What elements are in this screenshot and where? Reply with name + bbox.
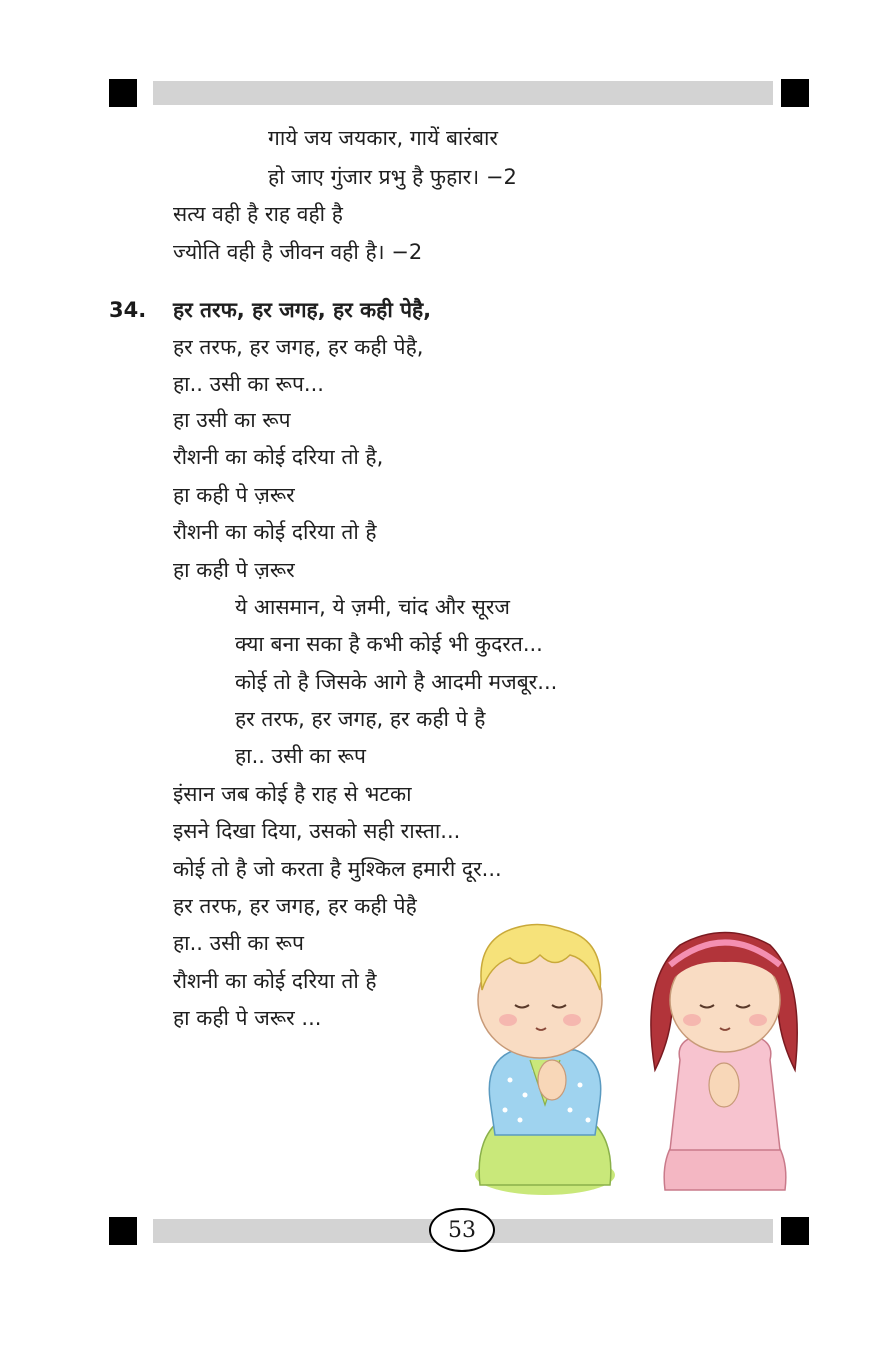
lyric-line: कोई तो है जिसके आगे है आदमी मजबूर... <box>235 670 558 694</box>
header-strip <box>153 81 773 105</box>
header-square-right <box>781 79 809 107</box>
praying-girl-figure <box>651 933 797 1191</box>
verse-line: ज्योति वही है जीवन वही है। −2 <box>173 240 423 264</box>
lyric-line: हा कही पे जरूर ... <box>173 1006 322 1030</box>
lyric-line: क्या बना सका है कभी कोई भी कुदरत... <box>235 632 543 656</box>
footer-bar <box>109 1217 809 1245</box>
page-number: 53 <box>429 1208 495 1252</box>
song-title: हर तरफ, हर जगह, हर कही पेहै, <box>173 298 432 322</box>
header-bar <box>109 79 809 107</box>
lyric-line: ये आसमान, ये ज़मी, चांद और सूरज <box>235 595 511 619</box>
lyric-line: हा.. उसी का रूप <box>173 931 304 955</box>
song-number: 34. <box>109 298 147 322</box>
lyric-line: हर तरफ, हर जगह, हर कही पे है <box>235 707 486 731</box>
lyric-line: हा.. उसी का रूप <box>235 744 366 768</box>
lyric-line: इंसान जब कोई है राह से भटका <box>173 782 412 806</box>
lyric-line: हा उसी का रूप <box>173 408 291 432</box>
lyric-line: रौशनी का कोई दरिया तो है, <box>173 445 384 469</box>
lyric-line: हर तरफ, हर जगह, हर कही पेहै <box>173 894 417 918</box>
lyric-line: कोई तो है जो करता है मुश्किल हमारी दूर... <box>173 857 502 881</box>
lyric-line: हा कही पे ज़रूर <box>173 558 295 582</box>
footer-square-left <box>109 1217 137 1245</box>
lyric-line: इसने दिखा दिया, उसको सही रास्ता... <box>173 819 461 843</box>
header-square-left <box>109 79 137 107</box>
lyric-line: हा कही पे ज़रूर <box>173 483 295 507</box>
lyric-line: रौशनी का कोई दरिया तो है <box>173 969 377 993</box>
verse-line: हो जाए गुंजार प्रभु है फुहार। −2 <box>268 165 517 189</box>
lyric-line: हर तरफ, हर जगह, हर कही पेहै, <box>173 335 424 359</box>
verse-line: गाये जय जयकार, गायें बारंबार <box>268 126 498 150</box>
praying-children-illustration <box>460 920 815 1205</box>
lyric-line: रौशनी का कोई दरिया तो है <box>173 520 377 544</box>
lyric-line: हा.. उसी का रूप... <box>173 372 324 396</box>
verse-line: सत्य वही है राह वही है <box>173 202 343 226</box>
footer-square-right <box>781 1217 809 1245</box>
praying-boy-figure <box>475 924 615 1195</box>
